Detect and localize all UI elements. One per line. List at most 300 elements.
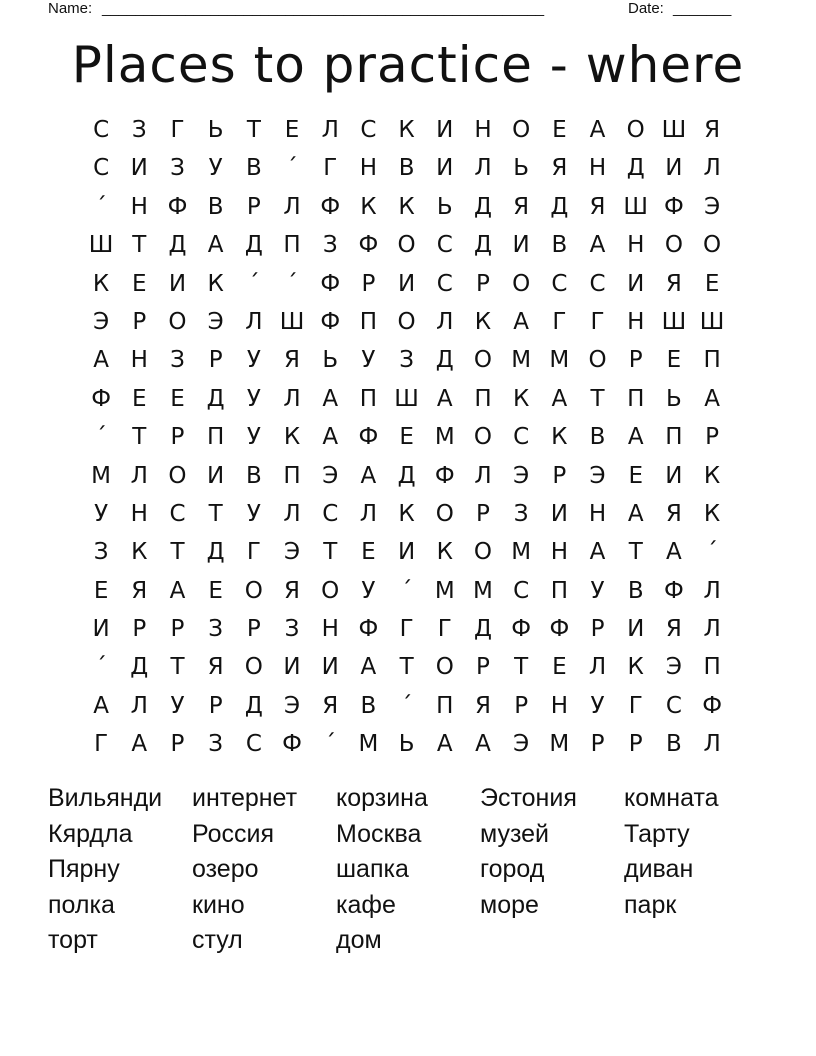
- grid-cell: Ф: [358, 616, 379, 643]
- grid-cell: ´: [400, 692, 413, 719]
- grid-cell: М: [434, 577, 455, 604]
- grid-cell: Е: [628, 462, 643, 489]
- grid-cell: А: [475, 731, 491, 758]
- word-list-item: торт: [48, 926, 98, 954]
- grid-cell: Л: [588, 654, 607, 681]
- grid-cell: Г: [628, 692, 643, 719]
- grid-cell: С: [436, 232, 453, 259]
- grid-cell: А: [704, 385, 720, 412]
- grid-cell: Т: [514, 654, 529, 681]
- grid-cell: Е: [399, 424, 414, 451]
- grid-cell: П: [436, 692, 454, 719]
- grid-cell: М: [473, 577, 493, 604]
- grid-cell: И: [130, 155, 148, 182]
- grid-cell: С: [551, 270, 568, 297]
- grid-row: [82, 572, 732, 610]
- grid-cell: Ф: [702, 692, 722, 719]
- grid-cell: Я: [284, 577, 301, 604]
- grid-cell: Ш: [279, 308, 305, 335]
- grid-cell: Д: [550, 193, 569, 220]
- grid-cell: Я: [131, 577, 148, 604]
- grid-cell: ´: [286, 270, 298, 297]
- grid-cell: Ф: [664, 193, 684, 220]
- grid-cell: Е: [208, 577, 223, 604]
- grid-cell: З: [284, 616, 300, 643]
- word-list: [48, 781, 768, 959]
- grid-cell: Э: [322, 462, 339, 489]
- grid-cell: Г: [94, 731, 109, 758]
- word-list-item: Вильянди: [48, 784, 163, 812]
- grid-cell: Ш: [661, 117, 687, 143]
- grid-cell: В: [207, 193, 224, 220]
- grid-row: [82, 149, 732, 187]
- grid-cell: ´: [286, 155, 298, 182]
- grid-cell: Р: [590, 616, 605, 643]
- grid-cell: Я: [207, 654, 224, 681]
- grid-cell: С: [665, 692, 682, 719]
- grid-row: [82, 303, 732, 341]
- grid-cell: В: [551, 232, 568, 259]
- grid-cell: Е: [170, 385, 185, 412]
- grid-cell: Я: [284, 347, 301, 374]
- grid-cell: Е: [132, 270, 147, 297]
- grid-cell: П: [359, 308, 378, 335]
- grid-cell: Е: [552, 117, 567, 143]
- grid-cell: Ф: [320, 308, 341, 335]
- grid-cell: Ь: [666, 385, 682, 412]
- name-field-line: _____________________________________________________: [102, 0, 545, 17]
- grid-cell: П: [359, 385, 378, 412]
- grid-cell: Ь: [322, 347, 339, 374]
- grid-cell: Л: [703, 616, 721, 643]
- grid-cell: А: [360, 654, 377, 681]
- grid-cell: И: [627, 616, 645, 643]
- grid-cell: П: [703, 347, 721, 374]
- grid-row: [82, 380, 732, 418]
- grid-cell: А: [589, 117, 606, 143]
- grid-cell: Я: [665, 616, 682, 643]
- grid-cell: Р: [476, 654, 490, 681]
- grid-cell: Р: [590, 731, 605, 758]
- grid-cell: О: [473, 347, 493, 374]
- word-list-item: парк: [624, 890, 677, 919]
- grid-cell: К: [207, 270, 224, 297]
- grid-cell: Г: [437, 616, 452, 643]
- word-list-item: корзина: [336, 784, 428, 812]
- grid-cell: У: [590, 577, 605, 604]
- grid-cell: А: [513, 308, 530, 335]
- grid-cell: Д: [397, 462, 416, 489]
- grid-cell: В: [245, 462, 262, 489]
- grid-cell: Н: [359, 155, 378, 182]
- page-title: Places to practice - where: [71, 36, 745, 94]
- grid-cell: Ф: [511, 616, 532, 643]
- grid-cell: К: [703, 462, 721, 489]
- grid-cell: Э: [589, 462, 606, 489]
- grid-row: [82, 265, 732, 303]
- grid-cell: З: [399, 347, 414, 374]
- grid-cell: С: [93, 155, 110, 182]
- grid-cell: Ф: [91, 385, 111, 412]
- grid-cell: О: [588, 347, 607, 374]
- grid-cell: П: [207, 424, 225, 451]
- word-list-item: Кярдла: [48, 819, 133, 848]
- grid-cell: О: [512, 117, 531, 143]
- grid-cell: А: [93, 692, 109, 719]
- grid-cell: Р: [705, 424, 720, 451]
- grid-cell: Л: [359, 500, 378, 527]
- word-list-item: кино: [192, 890, 245, 919]
- grid-cell: Д: [626, 155, 645, 182]
- grid-cell: А: [436, 385, 453, 412]
- grid-cell: У: [361, 577, 376, 604]
- grid-cell: ´: [400, 577, 413, 604]
- grid-cell: Ш: [699, 308, 725, 335]
- word-list-item: море: [480, 890, 539, 919]
- grid-cell: Н: [550, 692, 568, 719]
- grid-cell: Н: [130, 193, 148, 220]
- grid-cell: Р: [628, 731, 643, 758]
- grid-cell: Я: [589, 193, 606, 220]
- header-row: [48, 0, 748, 20]
- grid-cell: В: [666, 731, 682, 758]
- grid-cell: Т: [628, 539, 643, 566]
- grid-cell: ´: [324, 731, 336, 758]
- grid-cell: К: [551, 424, 568, 451]
- grid-cell: О: [626, 117, 645, 143]
- grid-cell: И: [92, 616, 110, 643]
- word-list-item: Тарту: [624, 819, 690, 848]
- grid-cell: З: [322, 232, 338, 259]
- grid-cell: Я: [322, 692, 339, 719]
- grid-cell: Е: [666, 347, 682, 374]
- grid-row: [82, 687, 732, 725]
- grid-cell: А: [551, 385, 568, 412]
- date-label: Date:: [628, 0, 664, 17]
- grid-cell: М: [549, 347, 570, 374]
- grid-cell: П: [665, 424, 683, 451]
- grid-cell: П: [283, 232, 301, 259]
- grid-cell: О: [397, 308, 416, 335]
- grid-cell: С: [513, 577, 530, 604]
- grid-cell: А: [322, 385, 339, 412]
- grid-cell: Р: [514, 692, 529, 719]
- grid-cell: О: [473, 539, 493, 566]
- grid-cell: Г: [552, 308, 567, 335]
- grid-cell: З: [208, 731, 224, 758]
- grid-cell: У: [208, 155, 223, 182]
- grid-cell: Л: [130, 692, 148, 719]
- grid-cell: О: [168, 308, 187, 335]
- grid-cell: М: [434, 424, 455, 451]
- word-list-item: город: [480, 855, 545, 883]
- grid-cell: Р: [208, 692, 223, 719]
- grid-cell: Д: [473, 616, 492, 643]
- grid-cell: П: [627, 385, 645, 412]
- grid-cell: ´: [248, 270, 260, 297]
- grid-cell: Л: [703, 731, 721, 758]
- grid-cell: Ф: [358, 424, 379, 451]
- grid-cell: Ф: [320, 193, 341, 220]
- grid-row: [82, 226, 732, 264]
- grid-cell: М: [91, 462, 112, 489]
- grid-cell: Е: [284, 117, 300, 143]
- grid-cell: Э: [513, 462, 530, 489]
- grid-cell: А: [436, 731, 453, 758]
- grid-cell: Л: [474, 462, 492, 489]
- grid-cell: С: [360, 117, 377, 143]
- grid-cell: И: [321, 654, 339, 681]
- grid-cell: А: [627, 424, 644, 451]
- grid-cell: В: [627, 577, 644, 604]
- grid-cell: Ш: [88, 232, 114, 259]
- grid-cell: У: [94, 500, 109, 527]
- grid-cell: Д: [206, 539, 225, 566]
- word-list-item: полка: [48, 890, 115, 919]
- grid-cell: З: [170, 347, 185, 374]
- grid-cell: Е: [552, 654, 567, 681]
- grid-cell: К: [398, 500, 415, 527]
- word-list-item: кафе: [336, 890, 396, 919]
- grid-cell: У: [246, 424, 261, 451]
- grid-cell: С: [322, 500, 339, 527]
- grid-cell: Ь: [436, 193, 453, 220]
- grid-cell: А: [207, 232, 224, 259]
- grid-cell: Ф: [167, 193, 188, 220]
- grid-cell: Л: [436, 308, 454, 335]
- grid-cell: Т: [246, 117, 261, 143]
- grid-cell: З: [513, 500, 529, 527]
- grid-row: [82, 341, 732, 379]
- grid-cell: Д: [206, 385, 225, 412]
- grid-cell: Л: [321, 117, 339, 143]
- grid-cell: Г: [246, 539, 261, 566]
- grid-cell: Р: [476, 270, 490, 297]
- grid-cell: Н: [627, 308, 645, 335]
- grid-cell: Ф: [282, 731, 302, 758]
- grid-cell: Л: [283, 193, 301, 220]
- grid-cell: О: [703, 232, 722, 259]
- grid-cell: Ь: [513, 155, 530, 182]
- grid-cell: К: [283, 424, 301, 451]
- grid-cell: У: [170, 692, 185, 719]
- grid-cell: Н: [474, 117, 492, 143]
- grid-cell: У: [246, 385, 261, 412]
- grid-cell: Э: [704, 193, 721, 220]
- grid-row: [82, 495, 732, 533]
- grid-cell: Ш: [661, 308, 687, 335]
- grid-cell: Е: [704, 270, 720, 297]
- grid-cell: Р: [170, 731, 185, 758]
- grid-cell: О: [664, 232, 683, 259]
- grid-cell: У: [246, 500, 261, 527]
- grid-cell: Р: [246, 616, 261, 643]
- word-list-item: озеро: [192, 855, 259, 883]
- grid-cell: Я: [551, 155, 568, 182]
- grid-cell: З: [170, 155, 185, 182]
- grid-cell: О: [397, 232, 416, 259]
- grid-cell: И: [207, 462, 225, 489]
- grid-cell: Д: [130, 654, 149, 681]
- grid-cell: Э: [284, 539, 301, 566]
- grid-cell: О: [168, 462, 187, 489]
- grid-cell: С: [436, 270, 453, 297]
- grid-cell: Т: [323, 539, 338, 566]
- grid-cell: Э: [513, 731, 530, 758]
- grid-cell: Л: [283, 500, 301, 527]
- grid-cell: З: [208, 616, 224, 643]
- grid-cell: И: [627, 270, 645, 297]
- grid-cell: С: [169, 500, 186, 527]
- grid-row: [82, 648, 732, 686]
- grid-cell: Р: [552, 462, 567, 489]
- grid-cell: Э: [93, 308, 110, 335]
- grid-cell: О: [435, 500, 454, 527]
- grid-cell: С: [93, 117, 110, 143]
- grid-cell: З: [131, 117, 147, 143]
- grid-cell: П: [550, 577, 568, 604]
- grid-cell: Д: [473, 193, 492, 220]
- grid-cell: Р: [132, 308, 147, 335]
- grid-cell: Л: [474, 155, 492, 182]
- grid-cell: К: [474, 308, 492, 335]
- grid-cell: М: [511, 347, 532, 374]
- grid-cell: Н: [130, 347, 148, 374]
- grid-cell: Д: [435, 347, 454, 374]
- grid-cell: У: [590, 692, 605, 719]
- grid-cell: Ш: [623, 193, 649, 220]
- grid-cell: З: [93, 539, 109, 566]
- grid-cell: Р: [170, 424, 185, 451]
- grid-cell: Я: [665, 270, 682, 297]
- word-list-item: шапка: [336, 855, 409, 883]
- word-list-item: Россия: [192, 819, 274, 848]
- grid-cell: Ф: [664, 577, 684, 604]
- grid-cell: Л: [703, 155, 721, 182]
- grid-row: [82, 533, 732, 571]
- grid-cell: Л: [245, 308, 263, 335]
- grid-cell: Л: [703, 577, 721, 604]
- grid-cell: В: [398, 155, 415, 182]
- grid-cell: Я: [513, 193, 530, 220]
- grid-cell: Д: [244, 692, 263, 719]
- grid-cell: К: [512, 385, 530, 412]
- grid-cell: К: [436, 539, 453, 566]
- grid-cell: Я: [474, 692, 491, 719]
- grid-cell: И: [665, 462, 683, 489]
- grid-cell: А: [627, 500, 644, 527]
- grid-cell: А: [360, 462, 377, 489]
- grid-cell: И: [283, 654, 301, 681]
- grid-cell: О: [244, 654, 263, 681]
- grid-cell: Р: [476, 500, 490, 527]
- grid-cell: Р: [132, 616, 147, 643]
- grid-cell: К: [703, 500, 721, 527]
- grid-cell: Л: [283, 385, 301, 412]
- grid-cell: И: [550, 500, 568, 527]
- grid-cell: О: [435, 654, 454, 681]
- grid-cell: М: [511, 539, 532, 566]
- grid-cell: Т: [399, 654, 414, 681]
- grid-cell: Ь: [398, 731, 415, 758]
- word-list-item: стул: [192, 926, 243, 954]
- grid-cell: М: [549, 731, 570, 758]
- grid-cell: Я: [704, 117, 721, 143]
- grid-cell: Г: [590, 308, 605, 335]
- grid-cell: Ф: [549, 616, 570, 643]
- grid-cell: П: [703, 654, 721, 681]
- grid-row: [82, 418, 732, 456]
- grid-cell: ´: [706, 539, 718, 566]
- grid-cell: Д: [473, 232, 492, 259]
- grid-cell: В: [589, 424, 606, 451]
- grid-cell: А: [589, 539, 606, 566]
- grid-cell: К: [398, 193, 415, 220]
- grid-cell: О: [321, 577, 340, 604]
- word-list-item: Эстония: [480, 784, 577, 812]
- word-list-item: Пярну: [48, 855, 120, 883]
- grid-cell: Ф: [434, 462, 455, 489]
- grid-cell: Г: [170, 117, 185, 143]
- grid-cell: Н: [321, 616, 339, 643]
- grid-cell: У: [246, 347, 261, 374]
- grid-cell: А: [93, 347, 109, 374]
- grid-cell: К: [131, 539, 148, 566]
- grid-row: [82, 457, 732, 495]
- grid-cell: Р: [208, 347, 223, 374]
- grid-cell: Е: [361, 539, 376, 566]
- grid-cell: Р: [361, 270, 376, 297]
- word-list-item: Москва: [336, 819, 422, 848]
- word-list-item: интернет: [192, 784, 298, 812]
- grid-cell: А: [131, 731, 148, 758]
- grid-cell: Д: [244, 232, 263, 259]
- grid-cell: К: [92, 270, 110, 297]
- date-field-line: _______: [673, 0, 732, 17]
- grid-row: [82, 188, 732, 226]
- grid-cell: Н: [550, 539, 568, 566]
- grid-cell: Э: [665, 654, 682, 681]
- grid-cell: О: [473, 424, 493, 451]
- grid-cell: Г: [399, 616, 414, 643]
- grid-cell: Р: [628, 347, 643, 374]
- grid-cell: П: [474, 385, 492, 412]
- grid-cell: П: [283, 462, 301, 489]
- grid-cell: ´: [95, 654, 107, 681]
- grid-cell: Я: [665, 500, 682, 527]
- grid-cell: Н: [130, 500, 148, 527]
- grid-cell: Е: [93, 577, 109, 604]
- word-list-item: диван: [624, 855, 694, 883]
- grid-cell: Т: [208, 500, 223, 527]
- grid-cell: Ф: [320, 270, 341, 297]
- grid-cell: Т: [132, 232, 147, 259]
- grid-cell: К: [398, 117, 415, 143]
- grid-cell: Н: [588, 500, 607, 527]
- grid-cell: Т: [132, 424, 147, 451]
- grid-cell: Н: [627, 232, 645, 259]
- grid-cell: О: [512, 270, 531, 297]
- grid-cell: Э: [207, 308, 224, 335]
- grid-cell: Г: [323, 155, 338, 182]
- grid-cell: В: [360, 692, 377, 719]
- grid-cell: А: [169, 577, 186, 604]
- grid-cell: С: [513, 424, 530, 451]
- word-list-item: музей: [480, 819, 550, 848]
- grid-cell: И: [436, 117, 454, 143]
- letter-grid: [82, 111, 732, 764]
- grid-cell: О: [244, 577, 263, 604]
